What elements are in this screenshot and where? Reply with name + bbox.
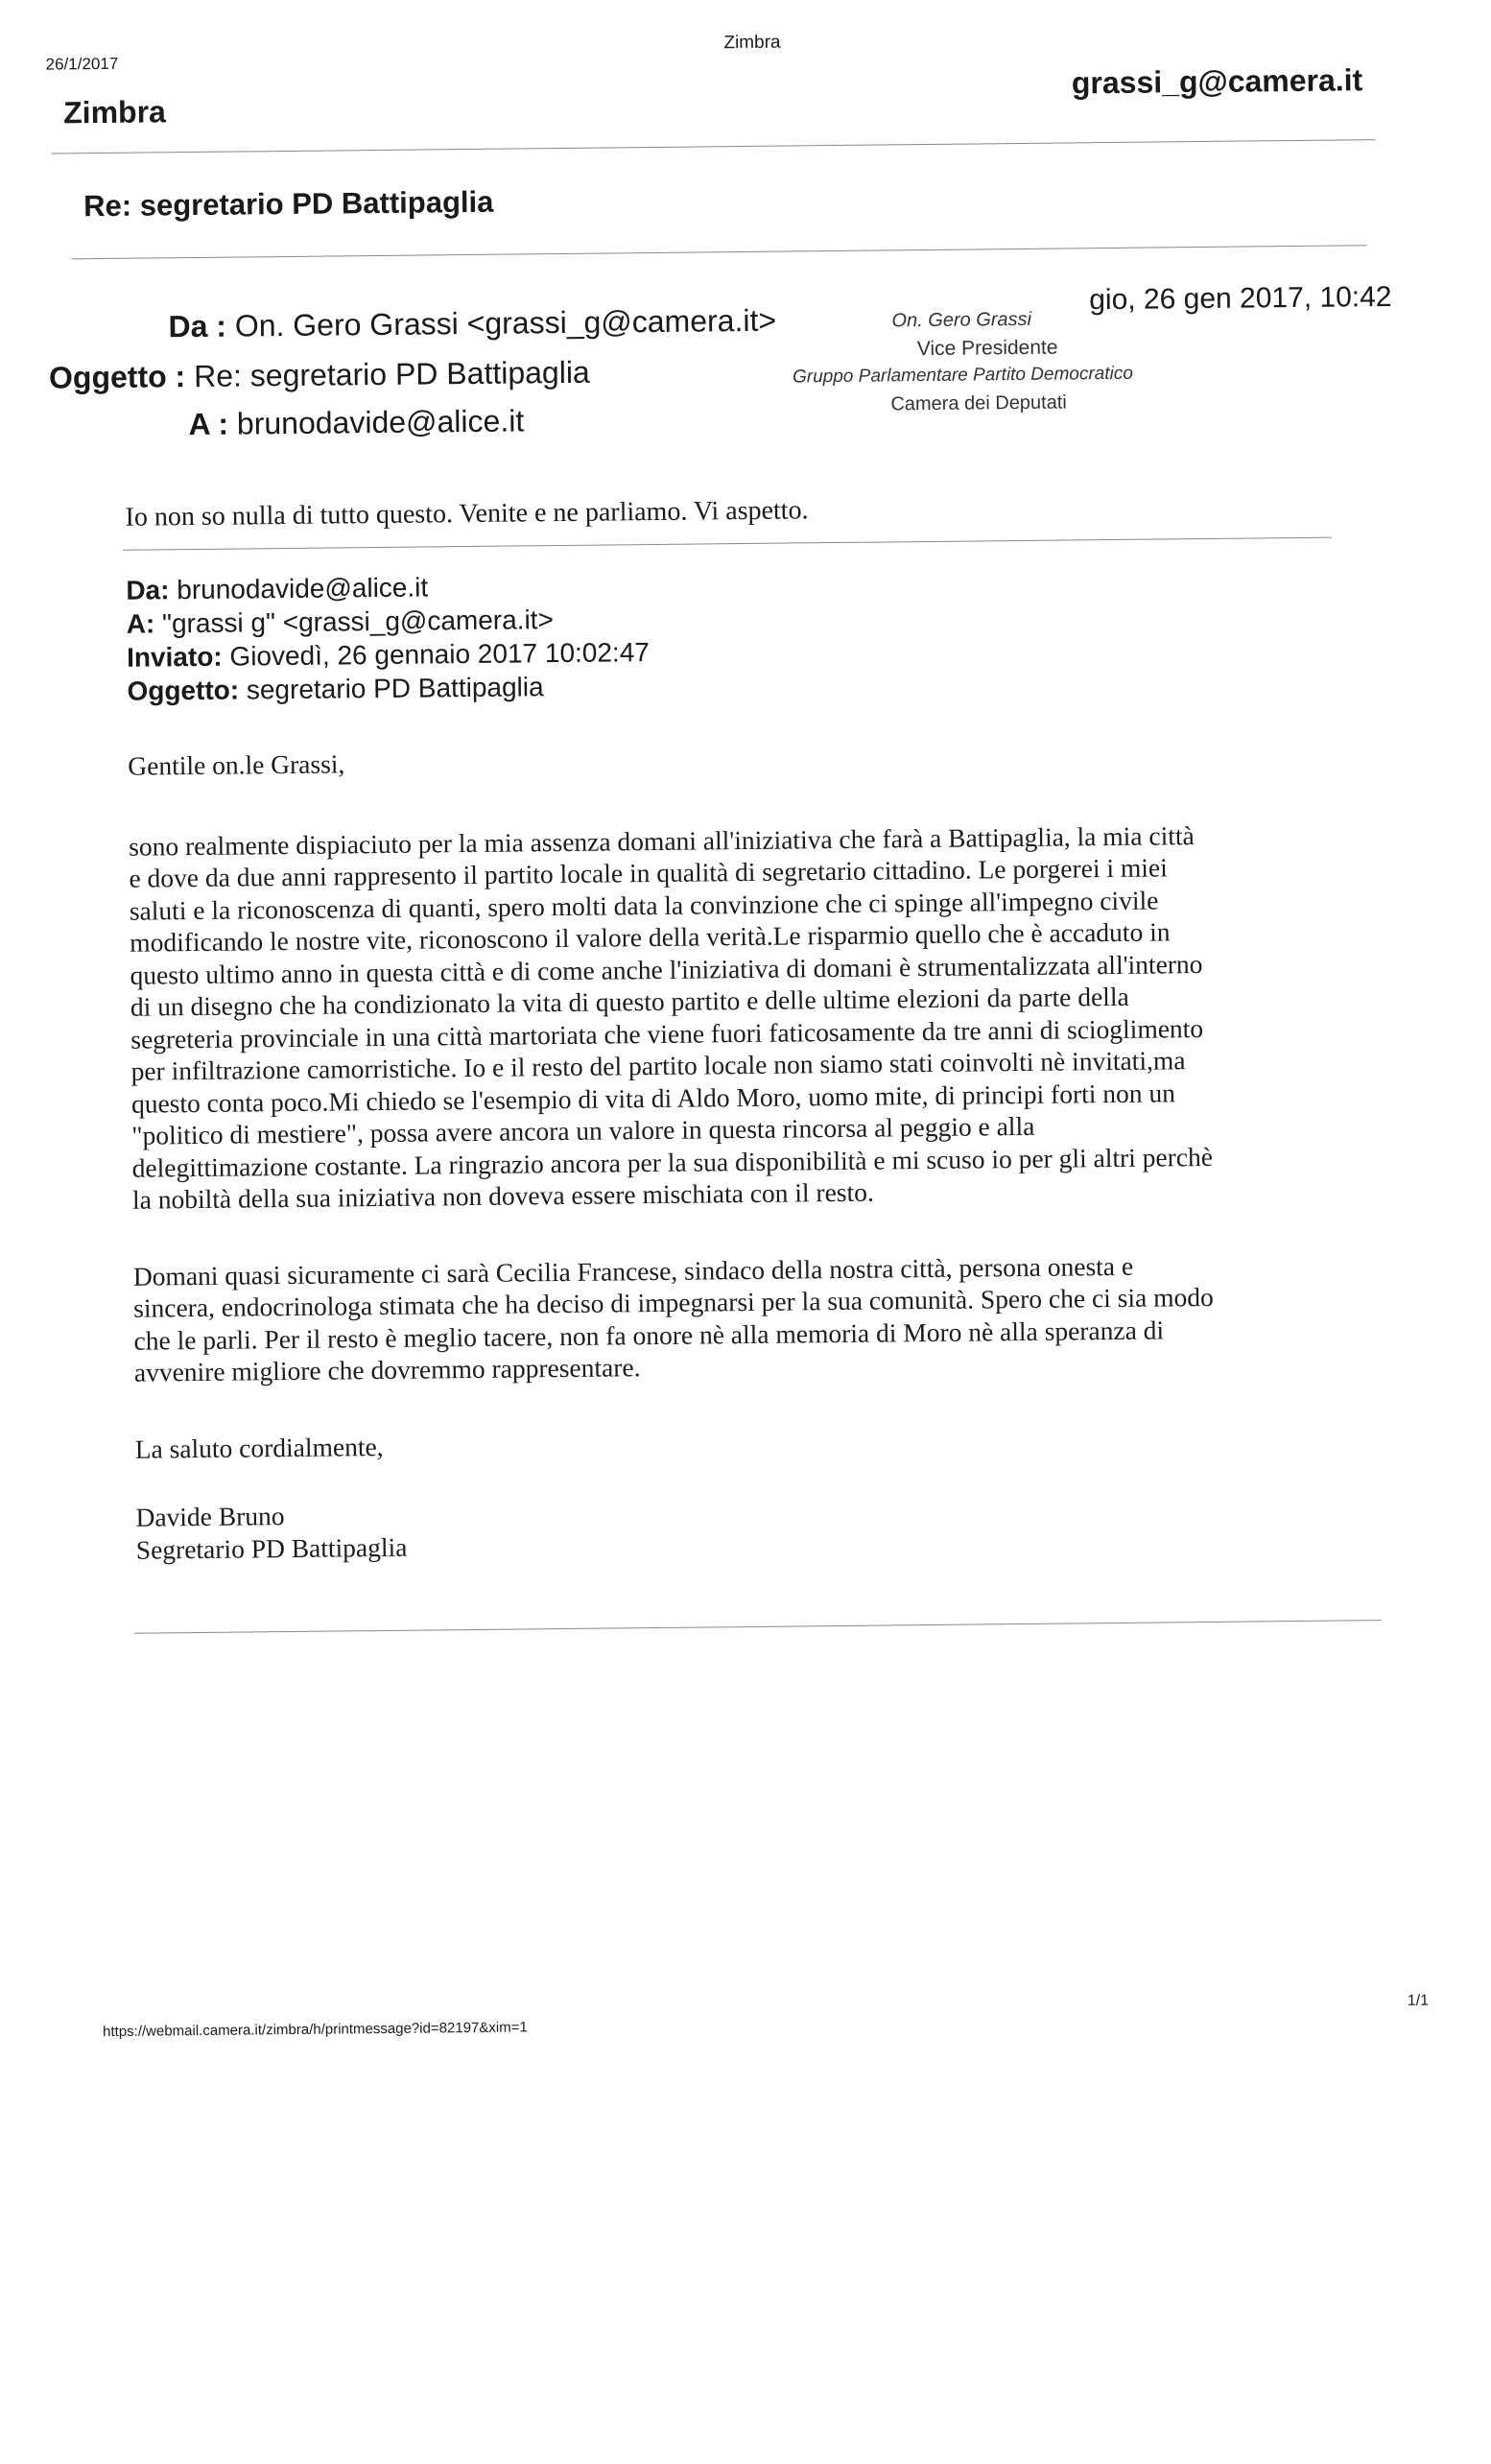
reply-divider [123, 537, 1332, 551]
body-paragraph-2 [133, 1247, 1382, 1389]
body-line: segreteria provinciale in una città martoriata che viene fuori faticosamente da tre anni di scioglimento [130, 1012, 1204, 1054]
body-paragraph-1 [129, 817, 1380, 1217]
signature-role: Segretario PD Battipaglia [135, 1531, 408, 1565]
stamp-chamber: Camera dei Deputati [890, 391, 1067, 415]
body-line: "politico di mestiere", possa avere ancora un valore in questa rincorsa al peggio e alla [131, 1110, 1035, 1150]
body-line: modificando le nostre vite, riconoscono il valore della verità.Le risparmio quello che è accaduto in [130, 916, 1171, 958]
forwarded-subject-value: segretario PD Battipaglia [246, 672, 544, 705]
forwarded-to-label: A: [126, 608, 155, 639]
forwarded-body [128, 737, 1384, 1566]
print-date: 26/1/2017 [45, 54, 119, 74]
body-line: che le parli. Per il resto è meglio tacere, non fa onore nè alla memoria di Moro nè alla speranza di [133, 1314, 1165, 1356]
body-line: questo conta poco.Mi chiedo se l'esempio di vita di Aldo Moro, uomo mite, di principi forti non un [130, 1077, 1176, 1119]
app-name: Zimbra [62, 94, 167, 130]
message-date: gio, 26 gen 2017, 10:42 [1089, 280, 1392, 317]
header-divider [52, 139, 1376, 154]
body-line: la nobiltà della sua iniziativa non doveva essere mischiata con il resto. [131, 1176, 874, 1215]
forwarded-subject-label: Oggetto: [127, 675, 240, 706]
from-label: Da : [168, 308, 227, 344]
subject-value: Re: segretario PD Battipaglia [193, 354, 590, 393]
footer-divider [134, 1620, 1382, 1634]
body-line: di un disegno che ha condizionato la vita di questo partito e delle ultime elezioni da parte della [130, 981, 1129, 1022]
greeting: Gentile on.le Grassi, [128, 748, 345, 781]
forwarded-sent [127, 637, 650, 674]
body-line: avvenire migliore che dovremmo rappresentare. [133, 1352, 641, 1387]
stamp-name: On. Gero Grassi [891, 308, 1032, 332]
subject-field [49, 355, 590, 396]
signature-name: Davide Bruno [135, 1501, 285, 1532]
forwarded-sent-value: Giovedì, 26 gennaio 2017 10:02:47 [229, 637, 651, 672]
body-line: saluti e la riconoscenza di quanti, spero molti data la convinzione che ci spinge all'impegno civile [129, 885, 1159, 926]
body-line: Domani quasi sicuramente ci sarà Cecilia Francese, sindaco della nostra città, persona onesta e [132, 1250, 1134, 1291]
to-label: A : [188, 406, 229, 442]
from-field [168, 303, 776, 345]
body-line: delegittimazione costante. La ringrazio ancora per la sua disponibilità e mi scuso io per gli altri perchè [131, 1141, 1214, 1183]
from-value: On. Gero Grassi <grassi_g@camera.it> [234, 302, 777, 344]
body-line: sincera, endocrinologa stimata che ha deciso di impegnarsi per la sua comunità. Spero che ci sia modo [133, 1281, 1214, 1323]
page-count: 1/1 [1407, 1992, 1430, 2009]
to-value: brunodavide@alice.it [236, 403, 525, 441]
stamp-group: Gruppo Parlamentare Partito Democratico [792, 363, 1133, 388]
forwarded-sent-label: Inviato: [126, 641, 223, 673]
message-subject-title: Re: segretario PD Battipaglia [83, 184, 494, 224]
forwarded-subject [127, 672, 543, 707]
body-line: sono realmente dispiaciuto per la mia assenza domani all'iniziativa che farà a Battipaglia, la mia città [128, 819, 1195, 862]
to-field [188, 403, 524, 442]
body-line: e dove da due anni rappresento il partito locale in qualità di segretario cittadino. Le porgerei i miei [129, 852, 1168, 893]
print-url: https://webmail.camera.it/zimbra/h/printmessage?id=82197&xim=1 [103, 2019, 528, 2041]
forwarded-to-value: "grassi g" <grassi_g@camera.it> [161, 604, 555, 639]
forwarded-from [126, 572, 428, 605]
stamp-role: Vice Presidente [916, 336, 1058, 361]
subject-divider [72, 245, 1367, 259]
forwarded-to [127, 604, 554, 640]
forwarded-from-value: brunodavide@alice.it [177, 572, 429, 605]
closing: La saluto cordialmente, [134, 1431, 384, 1464]
reply-body: Io non so nulla di tutto questo. Venite e ne parliamo. Vi aspetto. [125, 495, 809, 533]
account-email: grassi_g@camera.it [1071, 62, 1363, 101]
subject-label: Oggetto : [48, 359, 186, 395]
print-title: Zimbra [723, 32, 781, 54]
body-line: questo ultimo anno in questa città e di come anche l'iniziativa di domani è strumentalizzata all'interno [130, 948, 1203, 990]
forwarded-from-label: Da: [126, 575, 170, 605]
body-line: per infiltrazione camorristiche. Io e il resto del partito locale non siamo stati coinvolti nè invitati,ma [130, 1045, 1186, 1086]
